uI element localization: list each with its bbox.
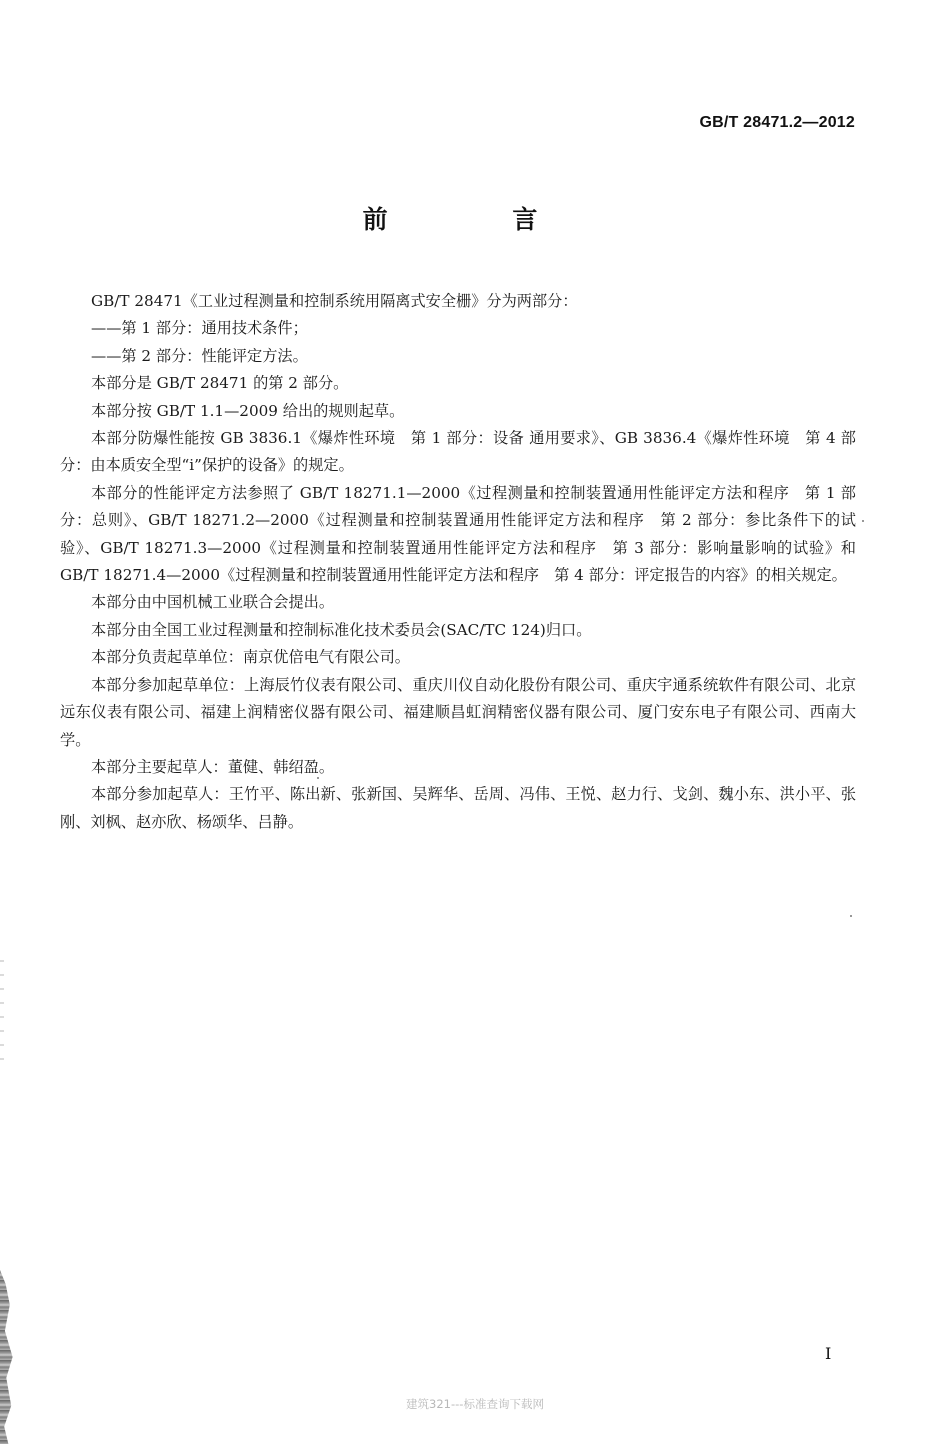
paragraph: 本部分按 GB/T 1.1—2009 给出的规则起草。: [91, 401, 405, 420]
standard-code: GB/T 28471.2—2012: [699, 114, 855, 131]
paragraph: 本部分参加起草单位：上海辰竹仪表有限公司、重庆川仪自动化股份有限公司、重庆宇通系统软件有限公司、北京远东仪表有限公司、福建上润精密仪器有限公司、福建顺昌虹润精密仪器有限公司、厦门安东电子有限公司、西南大学。: [60, 675, 856, 749]
paragraph: 本部分主要起草人：董健、韩绍盈。: [91, 757, 334, 776]
paragraph: ——第 1 部分：通用技术条件；: [91, 319, 308, 338]
paragraph: 本部分参加起草人：王竹平、陈出新、张新国、吴辉华、岳周、冯伟、王悦、赵力行、戈剑、魏小东、洪小平、张刚、刘枫、赵亦欣、杨颂华、吕静。: [60, 785, 856, 831]
watermark: 建筑321---标准查询下载网: [406, 1397, 544, 1411]
page-title: 前 言: [362, 205, 596, 234]
paragraph: 本部分是 GB/T 28471 的第 2 部分。: [91, 374, 349, 393]
scan-speck: [862, 520, 864, 522]
page-number: I: [825, 1344, 832, 1363]
paragraph: ——第 2 部分：性能评定方法。: [91, 346, 308, 365]
scan-speck: [850, 915, 852, 917]
paragraph: 本部分由中国机械工业联合会提出。: [91, 593, 334, 612]
paragraph: 本部分防爆性能按 GB 3836.1《爆炸性环境 第 1 部分：设备 通用要求》、GB 3836.4《爆炸性环境 第 4 部分：由本质安全型“i”保护的设备》的规定。: [60, 429, 856, 475]
paragraph: 本部分的性能评定方法参照了 GB/T 18271.1—2000《过程测量和控制装置通用性能评定方法和程序 第 1 部分：总则》、GB/T 18271.2—2000《过程测量和控制装置通用性能评定方法和程序 第 2 部分：参比条件下的试验》、GB/T 18271.3—2000《过程测量和控制装置通用性能评定方法和程序 第 3 部分：影响量影响的试验》和 GB/T 18271.4—2000《过程测量和控制装置通用性能评定方法和程序 第 4 部分：评定报告的内容》的相关规定。: [60, 483, 856, 585]
scan-edge-artifact: [0, 1270, 14, 1444]
paragraph: 本部分负责起草单位：南京优倍电气有限公司。: [91, 648, 410, 667]
scan-speck: [317, 777, 319, 779]
foreword-body: [60, 288, 856, 836]
paragraph: 本部分由全国工业过程测量和控制标准化技术委员会(SAC/TC 124)归口。: [91, 620, 592, 639]
paragraph: GB/T 28471《工业过程测量和控制系统用隔离式安全栅》分为两部分：: [91, 292, 578, 310]
scan-edge-artifact: [0, 960, 4, 1070]
